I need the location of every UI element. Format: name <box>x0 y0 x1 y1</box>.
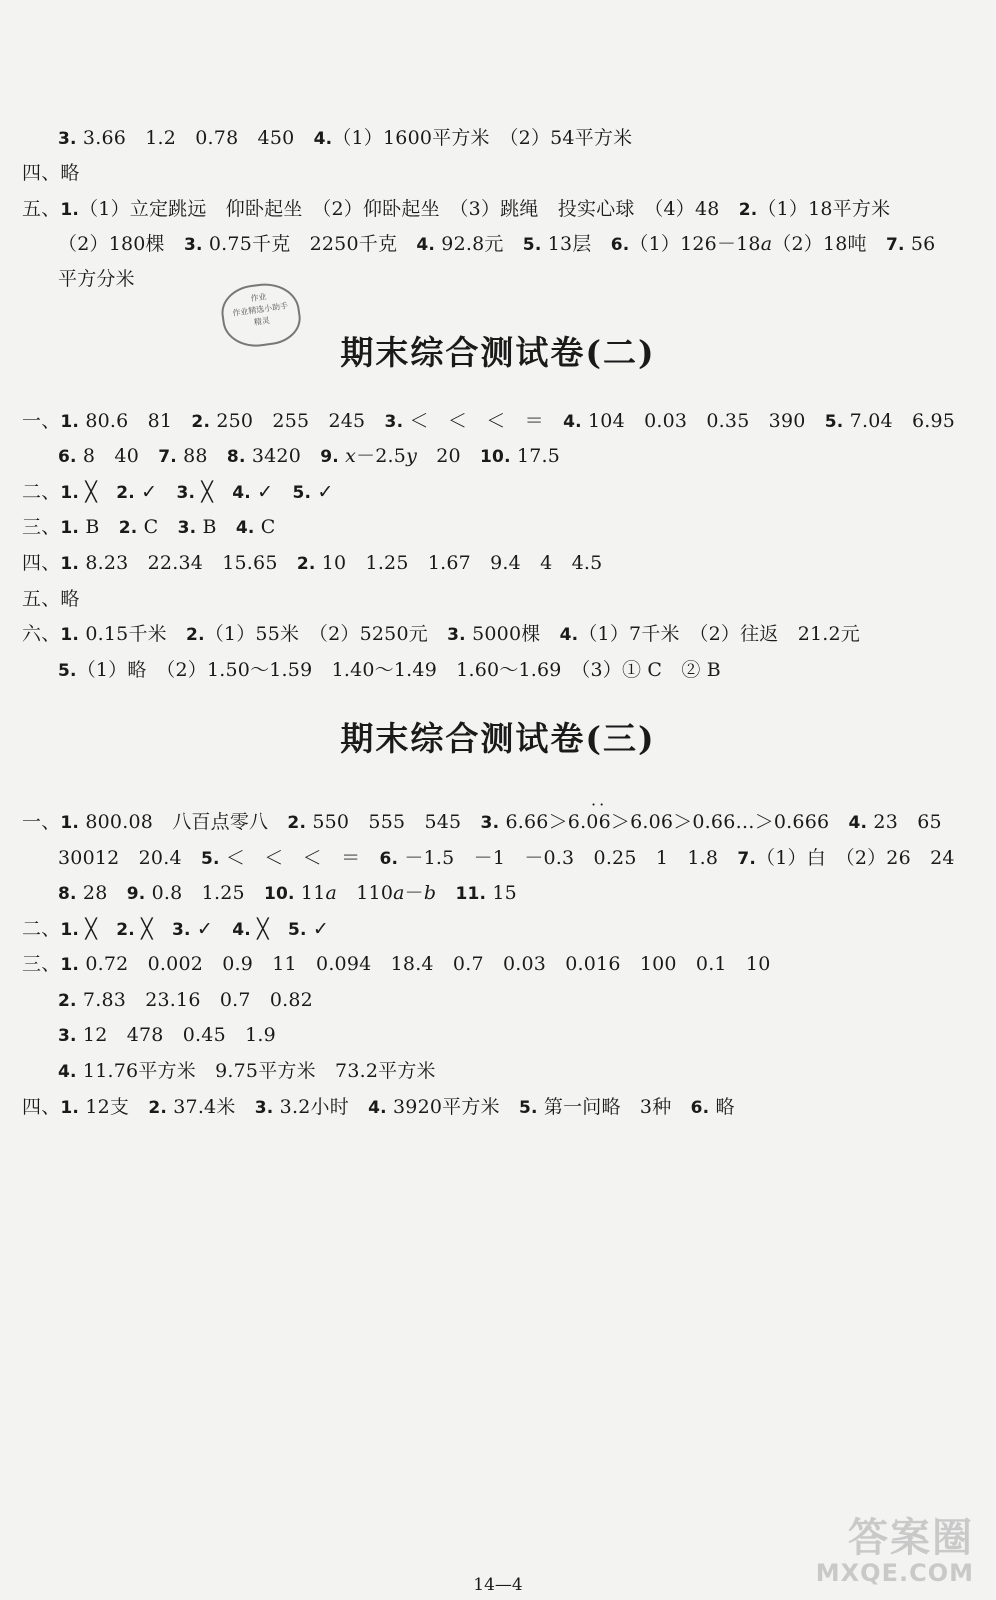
answer-line: 5.（1）略 （2）1.50～1.59 1.40～1.49 1.60～1.69 （3）① C ② B <box>58 659 721 681</box>
answer-line: 四、1. 12支 2. 37.4米 3. 3.2小时 4. 3920平方米 5. 第一问略 3种 6. 略 <box>22 1096 735 1118</box>
section-title: 期末综合测试卷(二) <box>340 333 656 372</box>
answer-line: 4. 11.76平方米 9.75平方米 73.2平方米 <box>58 1060 436 1082</box>
answer-line: 二、1. ╳ 2. ╳ 3. ✓ 4. ╳ 5. ✓ <box>22 918 330 940</box>
answer-line: 三、1. 0.72 0.002 0.9 11 0.094 18.4 0.7 0.03 0.016 100 0.1 10 <box>22 953 771 975</box>
section-title: 期末综合测试卷(三) <box>340 719 656 758</box>
answer-line: 3. 12 478 0.45 1.9 <box>58 1024 276 1046</box>
answer-line: 6. 8 40 7. 88 8. 3420 9. x－2.5y 20 10. 17.5 <box>58 445 561 467</box>
answer-line: 一、1. 800.08 八百点零八 2. 550 555 545 3. 6.66＞6.06＞6.06＞0.66…＞0.666 4. 23 65 <box>22 811 942 833</box>
page-number: 14—4 <box>473 1575 523 1595</box>
answer-line: 3. 3.66 1.2 0.78 450 4.（1）1600平方米 （2）54平方米 <box>58 127 633 149</box>
repeating-decimal-dots: ·· <box>591 795 608 814</box>
answer-line: 二、1. ╳ 2. ✓ 3. ╳ 4. ✓ 5. ✓ <box>22 481 334 503</box>
watermark: 答案圈 MXQE.COM <box>815 1515 974 1587</box>
answer-line: 2. 7.83 23.16 0.7 0.82 <box>58 989 313 1011</box>
answer-line: 四、1. 8.23 22.34 15.65 2. 10 1.25 1.67 9.4 4 4.5 <box>22 552 603 574</box>
answer-line: 四、略 <box>22 162 80 184</box>
stamp: 作业 作业精选小助手 精灵 <box>218 279 304 351</box>
answer-line: 平方分米 <box>58 268 135 290</box>
answer-line: 30012 20.4 5. ＜ ＜ ＜ ＝ 6. －1.5 －1 －0.3 0.25 1 1.8 7.（1）白 （2）26 24 <box>58 847 955 869</box>
answer-line: 三、1. B 2. C 3. B 4. C <box>22 516 276 538</box>
answer-line: 8. 28 9. 0.8 1.25 10. 11a 110a－b 11. 15 <box>58 882 517 904</box>
answer-line: 一、1. 80.6 81 2. 250 255 245 3. ＜ ＜ ＜ ＝ 4. 104 0.03 0.35 390 5. 7.04 6.95 <box>22 410 956 432</box>
answer-line: 五、略 <box>22 588 80 610</box>
answer-line: 五、1.（1）立定跳远 仰卧起坐 （2）仰卧起坐 （3）跳绳 投实心球 （4）48 2.（1）18平方米 <box>22 198 891 220</box>
answer-line: 六、1. 0.15千米 2.（1）55米 （2）5250元 3. 5000棵 4.（1）7千米 （2）往返 21.2元 <box>22 623 860 645</box>
answer-line: （2）180棵 3. 0.75千克 2250千克 4. 92.8元 5. 13层 6.（1）126－18a（2）18吨 7. 56 <box>58 233 936 255</box>
